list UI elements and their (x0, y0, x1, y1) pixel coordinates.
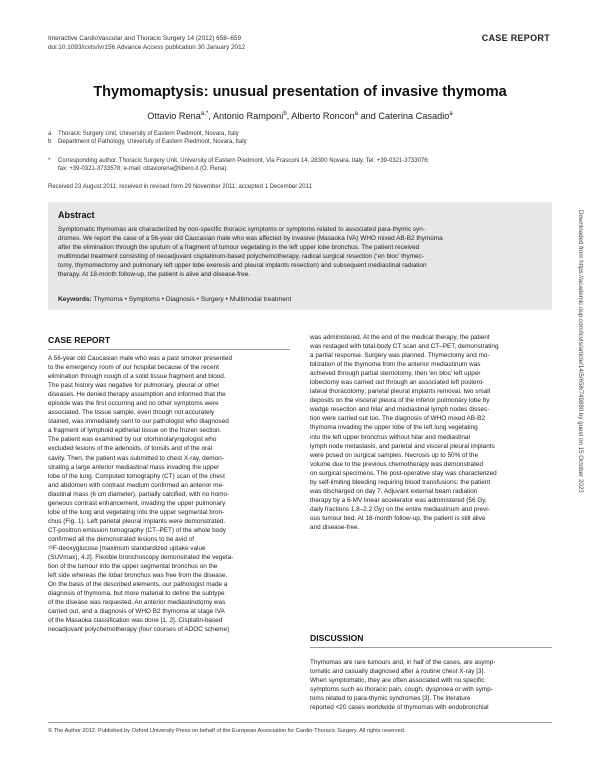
text-line: was administered. At the end of the medical therapy, the patient (310, 334, 490, 341)
text-line: episode was the first occurring and no other symptoms were (48, 400, 219, 408)
discussion-heading: DISCUSSION (310, 633, 364, 643)
text-line: on surgical specimens. The post-operative stay was characterized (310, 469, 497, 477)
text-line: of the disease was requested. An anterior mediastinotomy was (48, 599, 226, 607)
text-line: to the emergency room of our hospital because of the recent (48, 364, 219, 372)
text-line: stained, was immediately sent to our pathologist who diagnosed (48, 418, 229, 426)
keywords (58, 296, 291, 303)
text-line: symptoms such as thoracic pain, cough, dyspnoea or with symp- (310, 686, 493, 694)
affiliation-text: Thoracic Surgery Unit, University of Eastern Piedmont, Novara, Italy (58, 131, 239, 137)
text-line: deposits on the visceral pleura of the inferior pulmonary lobe by (310, 397, 490, 405)
text-line: reported <20 cases worldwide of thymomas with endobronchial (310, 704, 489, 712)
text-line: carried out, and a diagnosis of WHO B2 thymoma at stage IVA (48, 608, 225, 616)
corresponding-mark: * (48, 158, 51, 164)
corresponding-line: Corresponding author. Thoracic Surgery Unit, University of Eastern Piedmont, Via Frasconi 14, 28300 Novara, Italy. Tel: +39-0321-3733076; (58, 158, 430, 164)
text-line: achieved through partial sternotomy, then ‘en bloc’ left upper (310, 370, 481, 378)
author-affiliation-mark: a (449, 111, 453, 117)
text-line: lobe of the lung and vegetating into the upper segmental bron- (48, 508, 225, 516)
text-line: cavity. Then, the patient was submitted to chest X-ray, demon- (48, 454, 224, 462)
text-line: ous tumour bed. At 18-month follow-up, the patient is still alive (310, 514, 486, 522)
text-line: Thymomas are rare tumours and, in half of the cases, are asymp- (310, 659, 496, 666)
text-line: The past history was negative for pulmonary, pleural or other (48, 382, 220, 390)
text-line: CT-positron emission tomography (CT–PET) of the whole body (48, 526, 226, 534)
abstract-line: multimodal treatment consisting of neoadjuvant cisplatinum-based polychemotherapy, radical surgical resection (‘en bloc’ thymec- (58, 253, 424, 261)
text-line: toms related to para-thymic syndromes [3]. The literature (310, 695, 471, 703)
abstract-text (58, 225, 542, 279)
text-line: thymoma invading the upper lobe of the left lung vegetating (310, 424, 478, 432)
text-line: tion were carried out too. The diagnosis of WHO mixed AB-B2 (310, 415, 485, 423)
text-line: and abdomen with contrast medium confirmed an anterior me- (48, 481, 225, 489)
abstract-line: therapy. At 18-month follow-up, the patient is alive and disease-free. (58, 271, 251, 279)
keywords-label: Keywords: (58, 296, 92, 303)
corresponding-author (48, 157, 518, 173)
author-name: Caterina Casadio (378, 111, 450, 122)
author-name: Ottavio Rena (147, 111, 201, 122)
text-line: neoadjuvant polychemotherapy (four courses of ADOC scheme) (48, 626, 230, 634)
author-name: Alberto Roncon (291, 111, 355, 122)
text-line: diastinal mass (6 cm diameter), partially calcified, with no homo- (48, 490, 230, 498)
text-line: When symptomatic, they are often associated with no specific (310, 677, 485, 685)
author-affiliation-mark: b (283, 111, 287, 117)
text-line: bilization of the thymoma from the anterior mediastinum was (310, 361, 481, 369)
journal-header (48, 34, 245, 52)
corresponding-line: fax: +39-0321-3733578; e-mail: ottaviorena@libero.it (O. Rena). (58, 166, 229, 173)
text-line: a partial response. Surgery was planned. Thymectomy and mo- (310, 352, 490, 360)
text-line: by self-limiting bleeding requiring blood transfusions; the patient (310, 478, 491, 486)
case-report-heading: CASE REPORT (48, 335, 111, 345)
affiliations (48, 130, 518, 146)
section-label: CASE REPORT (481, 33, 550, 43)
keywords-text: Thymoma • Symptoms • Diagnosis • Surgery • Multimodal treatment (93, 296, 292, 303)
affiliation-mark: b (48, 139, 52, 146)
text-line: wedge resection and hilar and mediastinal lymph nodes dissec- (310, 406, 490, 414)
author-list: Ottavio Rena$^{a,*}$, Antonio Ramponi$^b$, Alberto Roncon$^a$ and Caterina Casadio$^a$ (147, 111, 453, 122)
section-rule (310, 647, 552, 648)
received-dates: Received 23 August 2011; received in revised form 29 November 2011; accepted 1 December 2011 (48, 184, 312, 190)
text-line: On the basis of the described elements, our pathologist made a (48, 581, 228, 589)
author-affiliation-mark: a,* (200, 111, 209, 117)
footer-rule (48, 722, 552, 723)
text-line: left side whereas the lobar bronchus was free from the disease. (48, 572, 228, 580)
journal-citation: Interactive CardioVascular and Thoracic Surgery 14 (2012) 658–659 (48, 35, 242, 42)
case-report-right-column (310, 333, 552, 532)
abstract-line: Symptomatic thymomas are characterized by non-specific thoracic symptoms or symptoms related to associated para-thymic syn- (58, 226, 425, 233)
case-report-left-column (48, 354, 290, 634)
section-rule (48, 349, 290, 350)
abstract-line: after the elimination through the sputum of a fragment of tumour vegetating in the left upper lobe bronchus. The patient received (58, 244, 420, 252)
text-line: were posed on surgical samples. Necrosis up to 50% of the (310, 451, 479, 459)
text-line: confirmed all the demonstrated lesions to be avid of (48, 535, 195, 543)
text-line: A 56-year old Caucasian male who was a past smoker presented (48, 355, 233, 362)
text-line: and disease-free. (310, 523, 360, 531)
text-line: was restaged with total-body CT scan and CT–PET, demonstrating (310, 343, 499, 351)
text-line: of the Masaoka classification was done [1, 2]. Cisplatin-based (48, 617, 223, 625)
text-line: lymph node metastasis, and parietal and visceral pleural implants (310, 442, 495, 450)
text-line: daily fractions 1.8–2.2 Gy) on the entire mediastinum and previ- (310, 505, 490, 513)
affiliation-mark: a (48, 131, 52, 137)
text-line: associated. The tissue sample, even though not accurately (48, 409, 215, 417)
text-line: diagnosis of thymoma, but more material to define the subtype (48, 590, 225, 598)
text-line: tomatic and casually diagnosed after a routine chest X-ray [3]. (310, 668, 486, 676)
text-line: strating a large anterior mediastinal mass invading the upper (48, 463, 220, 471)
text-line: chus (Fig. 1). Left parietal pleural implants were demonstrated. (48, 517, 226, 525)
text-line: volume due to the previous chemotherapy was demonstrated (310, 460, 483, 468)
text-line: excluded lesions of the adenoids, of tonsils and of the oral (48, 445, 213, 453)
text-line: ¹⁸F-deoxyglucose [maximum standardized uptake value (48, 544, 206, 552)
copyright-footer: © The Author 2012. Published by Oxford University Press on behalf of the European Association for Cardio-Thoracic Surgery. All rights reserved. (48, 728, 406, 734)
text-line: The patient was examined by our otorhinolaryngologist who (48, 436, 217, 444)
author-name: Antonio Ramponi (212, 111, 284, 122)
author-affiliation-mark: a (354, 111, 358, 117)
abstract-line: tomy, thymomectomy and pulmonary left upper lobe exeresis and pleural implants resection) and subsequent mediastinal radiation (58, 262, 427, 270)
download-note-text: Downloaded from https://academic.oup.com/icvts/article/14/5/658/749880 by guest on 15 October 2023 (577, 210, 584, 493)
affiliation-item (48, 138, 518, 146)
text-line: lateral thoracotomy; parietal pleural implants removal, two small (310, 388, 491, 396)
text-line: (SUVmax), 4.2]. Flexible bronchoscopy demonstrated the vegeta- (48, 554, 234, 562)
text-line: diseases. He denied therapy assumption and informed that the (48, 391, 226, 399)
affiliation-text: Department of Pathology, University of Eastern Piedmont, Novara, Italy (58, 139, 247, 146)
discussion-column (310, 658, 552, 712)
text-line: lobe of the lung. Computed tomography (CT) scan of the chest (48, 472, 225, 480)
text-line: lobectomy was carried out through an associated left postero- (310, 379, 485, 387)
text-line: elimination through cough of a solid tissue fragment and blood. (48, 373, 226, 381)
text-line: therapy by a 6-MV linear accelerator was administered (56 Gy, (310, 496, 487, 504)
text-line: tion of the tumour into the upper segmental bronchus on the (48, 563, 218, 571)
text-line: was discharged on day 7. Adjuvant external beam radiation (310, 487, 478, 495)
article-title: Thymomaptysis: unusual presentation of invasive thymoma (93, 84, 507, 100)
text-line: a fragment of lymphoid epithelial tissue on the frozen section. (48, 427, 222, 435)
text-line: into the left upper bronchus without hilar and mediastinal (310, 433, 470, 441)
text-line: geneous contrast enhancement, invading the upper pulmonary (48, 499, 226, 507)
affiliation-item (48, 130, 518, 138)
abstract-line: dromes. We report the case of a 56-year old Caucasian male who was affected by invasive (Masaoka IVA) WHO mixed AB-B2 thymoma (58, 235, 443, 243)
download-side-note (574, 210, 584, 610)
abstract-heading: Abstract (58, 210, 95, 220)
doi-line: doi:10.1093/icvts/ivr156 Advance Access publication 30 January 2012 (48, 44, 246, 51)
